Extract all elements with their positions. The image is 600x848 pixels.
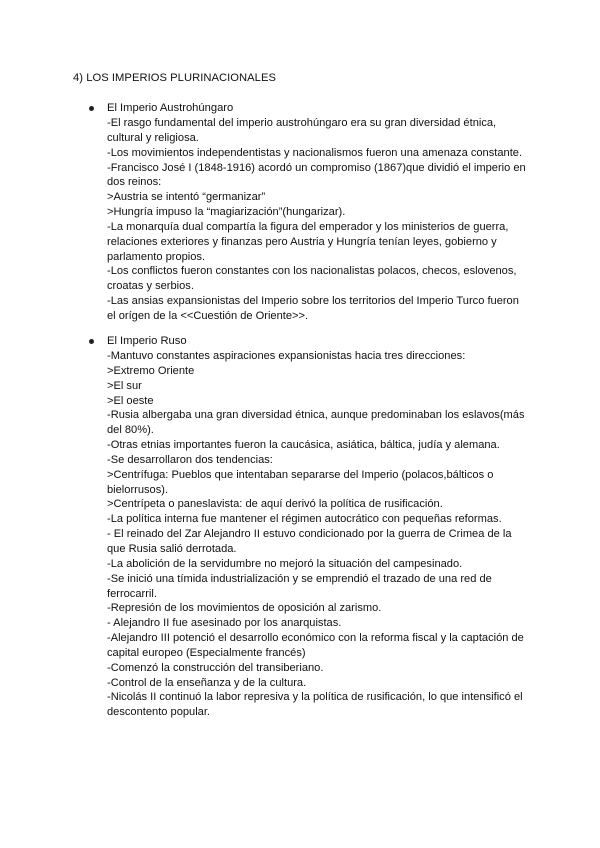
- text-line: bielorrusos).: [107, 483, 169, 496]
- text-line: -El rasgo fundamental del imperio austrohúngaro era su gran diversidad étnica,: [107, 117, 497, 129]
- text-line: -Los movimientos independentistas y nacionalismos fueron una amenaza constante.: [107, 146, 523, 159]
- text-line: ferrocarril.: [107, 587, 157, 600]
- text-line: -La política interna fue mantener el régimen autocrático con pequeñas reformas.: [107, 513, 502, 526]
- text-line: >Hungría impuso la “magiarización”(hungarizar).: [107, 206, 346, 219]
- text-line: >Centrífuga: Pueblos que intentaban separarse del Imperio (polacos,bálticos o: [107, 468, 494, 481]
- bullet-icon: [89, 339, 94, 344]
- text-line: capital europeo (Especialmente francés): [107, 646, 306, 659]
- text-line: -Comenzó la construcción del transiberiano.: [107, 661, 324, 674]
- text-line: - El reinado del Zar Alejandro II estuvo condicionado por la guerra de Crimea de la: [107, 528, 512, 541]
- text-line: -Se desarrollaron dos tendencias:: [107, 453, 273, 466]
- text-line: el orígen de la <<Cuestión de Oriente>>.: [107, 309, 309, 322]
- text-line: -Mantuvo constantes aspiraciones expansionistas hacia tres direcciones:: [107, 350, 466, 362]
- text-line: croatas y serbios.: [107, 280, 194, 293]
- bullet-icon: [89, 106, 94, 111]
- text-line: -Otras etnias importantes fueron la caucásica, asiática, báltica, judía y alemana.: [107, 439, 500, 452]
- text-line: - Alejandro II fue asesinado por los anarquistas.: [107, 617, 342, 630]
- text-line: -Alejandro III potenció el desarrollo económico con la reforma fiscal y la captación de: [107, 632, 524, 645]
- text-line: -La monarquía dual compartía la figura del emperador y los ministerios de guerra,: [107, 220, 509, 233]
- text-line: >Extremo Oriente: [107, 364, 195, 377]
- text-line: que Rusia salió derrotada.: [107, 542, 237, 555]
- section-header: [89, 334, 529, 349]
- text-line: cultural y religiosa.: [107, 131, 199, 144]
- section-title: El Imperio Ruso: [107, 335, 187, 347]
- text-line: -Francisco José I (1848-1916) acordó un compromiso (1867)que dividió el imperio en: [107, 161, 526, 174]
- text-line: >El sur: [107, 379, 142, 392]
- page-heading: 4) LOS IMPERIOS PLURINACIONALES: [73, 72, 276, 84]
- text-line: -Control de la enseñanza y de la cultura.: [107, 676, 307, 689]
- section-body: [107, 349, 527, 720]
- text-line: -Represión de los movimientos de oposición al zarismo.: [107, 602, 382, 615]
- section-body: [107, 116, 527, 324]
- section-russian-empire: [89, 334, 529, 720]
- text-line: -Se inició una tímida industrialización y se emprendió el trazado de una red de: [107, 572, 492, 585]
- text-line: >El oeste: [107, 394, 154, 407]
- text-line: descontento popular.: [107, 706, 211, 719]
- text-line: -Rusia albergaba una gran diversidad étnica, aunque predominaban los eslavos(más: [107, 409, 525, 422]
- section-austro-hungarian-empire: [89, 101, 529, 324]
- text-line: relaciones exteriores y finanzas pero Austria y Hungría tenían leyes, gobierno y: [107, 235, 497, 248]
- section-title: El Imperio Austrohúngaro: [107, 102, 234, 114]
- text-line: -Nicolás II continuó la labor represiva y la política de rusificación, lo que intensificó el: [107, 691, 523, 704]
- text-line: >Centrípeta o paneslavista: de aquí derivó la política de rusificación.: [107, 498, 443, 511]
- section-header: [89, 101, 529, 116]
- text-line: dos reinos:: [107, 176, 162, 189]
- text-line: >Austria se intentó “germanizar”: [107, 191, 266, 204]
- text-line: -La abolición de la servidumbre no mejoró la situación del campesinado.: [107, 557, 463, 570]
- text-line: del 80%).: [107, 424, 154, 437]
- text-line: -Las ansias expansionistas del Imperio sobre los territorios del Imperio Turco fueron: [107, 295, 519, 308]
- text-line: parlamento propios.: [107, 250, 206, 263]
- text-line: -Los conflictos fueron constantes con los nacionalistas polacos, checos, eslovenos,: [107, 265, 517, 278]
